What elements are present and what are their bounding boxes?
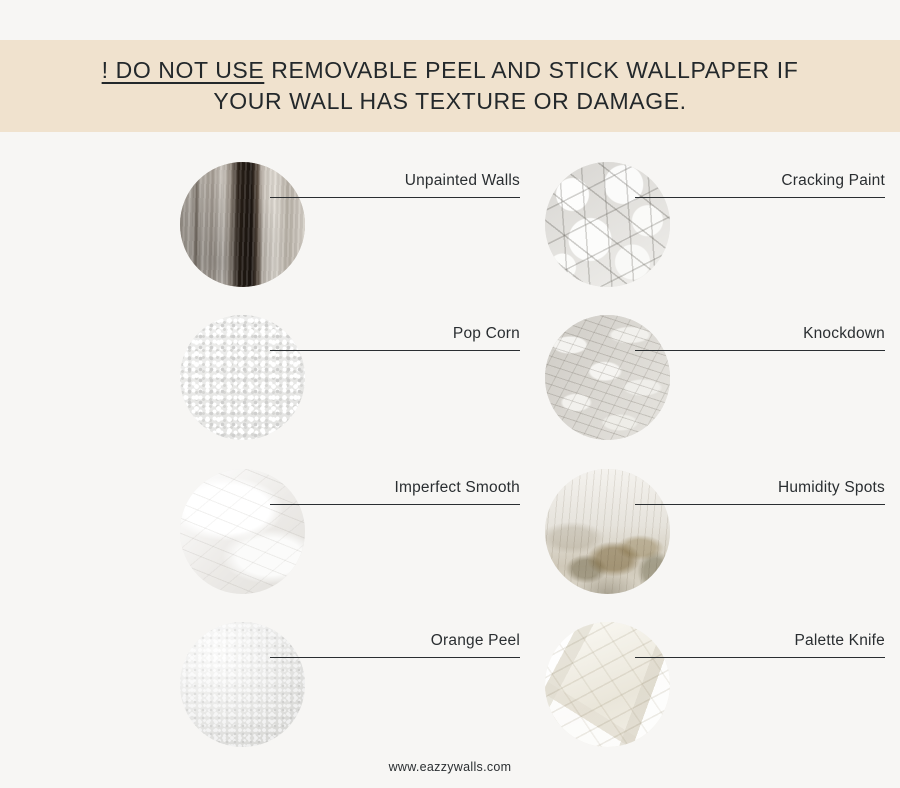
sample-label: Knockdown <box>803 325 885 342</box>
label-underline <box>270 657 520 658</box>
sample-label: Unpainted Walls <box>404 172 520 189</box>
sample-cell <box>525 150 900 302</box>
sample-label-group <box>270 172 520 198</box>
sample-label: Imperfect Smooth <box>394 479 520 496</box>
sample-cell <box>525 303 900 455</box>
sample-cell <box>525 610 900 762</box>
sample-grid <box>0 150 900 750</box>
warning-emphasis: ! DO NOT USE <box>101 56 265 83</box>
sample-label-group <box>635 325 885 351</box>
sample-label: Pop Corn <box>452 325 520 342</box>
label-underline <box>635 657 885 658</box>
sample-cell <box>160 457 540 609</box>
label-underline <box>270 197 520 198</box>
label-underline <box>270 504 520 505</box>
sample-label-group <box>635 479 885 505</box>
sample-cell <box>160 303 540 455</box>
sample-label: Palette Knife <box>794 632 885 649</box>
sample-label-group <box>270 479 520 505</box>
sample-label-group <box>270 632 520 658</box>
footer-website: www.eazzywalls.com <box>388 760 512 774</box>
warning-body: REMOVABLE PEEL AND STICK WALLPAPER IF YOUR WALL HAS TEXTURE OR DAMAGE. <box>213 56 799 114</box>
sample-cell <box>525 457 900 609</box>
label-underline <box>635 350 885 351</box>
sample-label: Orange Peel <box>430 632 520 649</box>
label-underline <box>635 197 885 198</box>
sample-label-group <box>635 172 885 198</box>
warning-banner <box>0 40 900 132</box>
label-underline <box>635 504 885 505</box>
sample-label: Cracking Paint <box>781 172 885 189</box>
label-underline <box>270 350 520 351</box>
sample-cell <box>160 150 540 302</box>
sample-label-group <box>635 632 885 658</box>
sample-label: Humidity Spots <box>777 479 885 496</box>
warning-banner-text <box>80 55 820 117</box>
sample-cell <box>160 610 540 762</box>
sample-label-group <box>270 325 520 351</box>
